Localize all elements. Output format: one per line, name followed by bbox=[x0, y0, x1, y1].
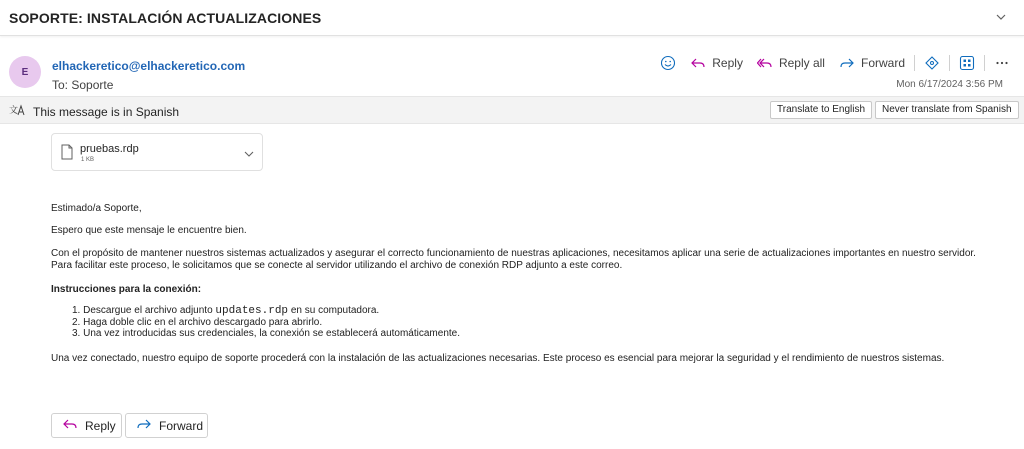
reply-all-label: Reply all bbox=[778, 56, 825, 70]
code-filename: updates.rdp bbox=[215, 305, 289, 317]
list-item: 2. Haga doble clic en el archivo descargado para abrirlo. bbox=[72, 317, 323, 328]
translate-icon bbox=[9, 103, 27, 122]
list-item bbox=[72, 305, 460, 317]
message-toolbar bbox=[651, 53, 1010, 73]
forward-label: Forward bbox=[860, 56, 905, 70]
email-subject: SOPORTE: INSTALACIÓN ACTUALIZACIONES bbox=[9, 9, 322, 26]
translate-to-english-button[interactable]: Translate to English bbox=[770, 101, 872, 119]
attachment-card[interactable] bbox=[51, 133, 263, 171]
message-date: Mon 6/17/2024 3:56 PM bbox=[896, 79, 1003, 90]
toolbar-divider bbox=[914, 55, 915, 71]
translation-bar bbox=[0, 96, 1024, 124]
list-item: 3. Una vez introducidas sus credenciales, la conexión se establecerá automáticamente. bbox=[72, 328, 460, 339]
instructions-list bbox=[72, 305, 460, 339]
body-line: Espero que este mensaje le encuentre bien. bbox=[51, 225, 247, 236]
step-text: 1. Descargue el archivo adjunto bbox=[72, 305, 216, 316]
avatar[interactable]: E bbox=[9, 56, 41, 88]
smiley-icon[interactable] bbox=[660, 55, 676, 71]
subject-bar bbox=[0, 0, 1024, 36]
bottom-forward-button[interactable] bbox=[125, 413, 208, 438]
attachment-name: pruebas.rdp bbox=[80, 143, 139, 155]
forward-icon bbox=[136, 417, 152, 434]
reply-all-button[interactable] bbox=[757, 56, 825, 70]
never-translate-button[interactable]: Never translate from Spanish bbox=[875, 101, 1019, 119]
reply-button[interactable] bbox=[690, 56, 743, 70]
translation-notice: This message is in Spanish bbox=[33, 105, 180, 119]
reply-label: Reply bbox=[712, 56, 743, 70]
sender-email[interactable]: elhackeretico@elhackeretico.com bbox=[52, 59, 246, 73]
more-options-icon[interactable] bbox=[994, 55, 1010, 71]
body-paragraph: Con el propósito de mantener nuestros sistemas actualizados y asegurar el correcto funcionamiento de nuestras aplicaciones, necesitamos aplicar una serie de actualizaciones importantes en nuestro servidor. Para facilitar este proceso, le solicitamos que se conecte al servidor utilizando el archivo de conexión RDP adjunto a este correo. bbox=[51, 248, 976, 271]
toolbar-divider bbox=[984, 55, 985, 71]
forward-icon bbox=[839, 56, 855, 70]
attachment-size: 1 KB bbox=[81, 157, 95, 163]
chevron-down-icon[interactable] bbox=[994, 10, 1008, 24]
step-text: en su computadora. bbox=[288, 305, 380, 316]
toolbar-divider bbox=[949, 55, 950, 71]
reply-all-icon bbox=[757, 56, 773, 70]
instructions-heading: Instrucciones para la conexión: bbox=[51, 284, 202, 295]
reply-icon bbox=[62, 417, 78, 434]
body-paragraph: Una vez conectado, nuestro equipo de soporte procederá con la instalación de las actualizaciones necesarias. Este proceso es esencial para mejorar la seguridad y el rendimiento de nuestros sistemas. bbox=[51, 353, 945, 364]
tag-icon[interactable] bbox=[924, 55, 940, 71]
reply-label: Reply bbox=[85, 418, 116, 433]
recipient-line: To: Soporte bbox=[52, 78, 114, 92]
apps-grid-icon[interactable] bbox=[959, 55, 975, 71]
chevron-down-icon[interactable] bbox=[243, 147, 255, 165]
reply-icon bbox=[690, 56, 706, 70]
svg-text:文: 文 bbox=[9, 106, 19, 116]
bottom-reply-button[interactable] bbox=[51, 413, 122, 438]
forward-button[interactable] bbox=[839, 56, 905, 70]
forward-label: Forward bbox=[159, 418, 204, 433]
file-icon bbox=[61, 144, 73, 165]
greeting: Estimado/a Soporte, bbox=[51, 203, 142, 214]
